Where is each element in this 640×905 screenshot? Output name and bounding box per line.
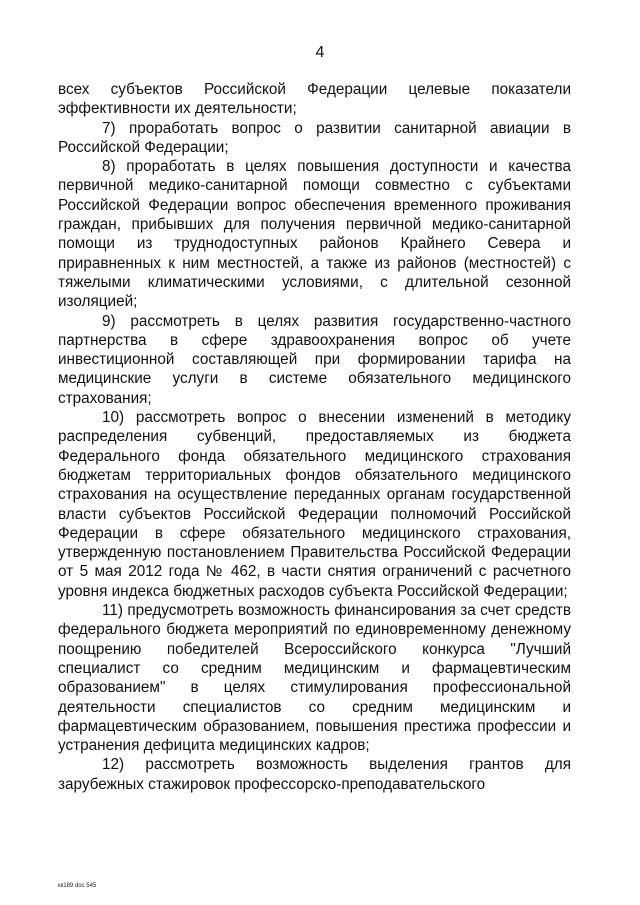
page-number: 4 xyxy=(315,44,325,61)
document-body xyxy=(58,80,571,794)
paragraph-item-9: 9) рассмотреть в целях развития государственно-частного партнерства в сфере здравоохранения вопрос об учете инвестиционной составляющей при формировании тарифа на медицинские услуги в системе обязательного медицинского страхования; xyxy=(58,312,571,407)
paragraph-item-8: 8) проработать в целях повышения доступности и качества первичной медико-санитарной помощи совместно с субъектами Российской Федерации вопрос обеспечения временного проживания граждан, прибывших для получения первичной медико-санитарной помощи из труднодоступных районов Крайнего Севера и приравненных к ним местностей, а также из районов (местностей) с тяжелыми климатическими условиями, с длительной сезонной изоляцией; xyxy=(58,158,571,311)
paragraph-item-12: 12) рассмотреть возможность выделения грантов для зарубежных стажировок профессорско-преподавательского xyxy=(58,756,571,793)
paragraph-item-7: 7) проработать вопрос о развитии санитарной авиации в Российской Федерации; xyxy=(58,119,571,156)
paragraph-continuation: всех субъектов Российской Федерации целевые показатели эффективности их деятельности; xyxy=(58,81,571,118)
paragraph-item-11: 11) предусмотреть возможность финансирования за счет средств федерального бюджета мероприятий по единовременному денежному поощрению победителей Всероссийского конкурса "Лучший специалист со средним медицинским и фармацевтическим образованием" в целях стимулирования профессиональной деятельности специалистов со средним медицинским и фармацевтическим образованием, повышения престижа профессии и устранения дефицита медицинских кадров; xyxy=(58,602,571,755)
paragraph-item-10: 10) рассмотреть вопрос о внесении изменений в методику распределения субвенций, предоставляемых из бюджета Федерального фонда обязательного медицинского страхования бюджетам территориальных фондов обязательного медицинского страхования на осуществление переданных органам государственной власти субъектов Российской Федерации полномочий Российской Федерации в сфере обязательного медицинского страхования, утвержденную постановлением Правительства Российской Федерации от 5 мая 2012 года № 462, в части снятия ограничений с расчетного уровня индекса бюджетных расходов субъекта Российской Федерации; xyxy=(58,409,571,600)
document-footer-code: кк189 doc 545 xyxy=(58,883,97,889)
